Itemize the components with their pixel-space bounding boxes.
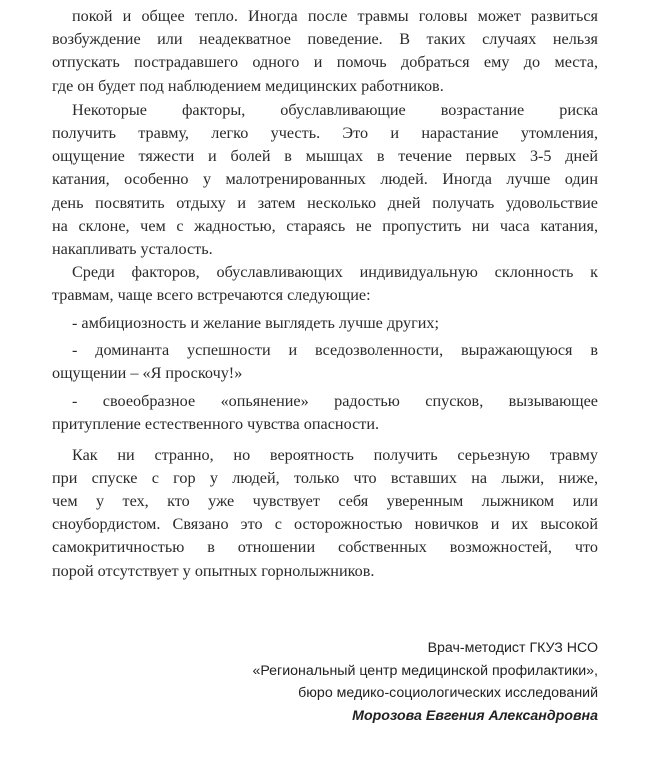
text-line: накапливать усталость. (52, 240, 213, 259)
text-line: катания, особенно у малотренированных людей. Иногда лучше один (52, 170, 598, 189)
text-line: ощущение тяжести и болей в мышцах в течение первых 3-5 дней (52, 147, 598, 166)
text-line: - амбициозность и желание выглядеть лучше других; (72, 313, 440, 332)
text-line: травмам, чаще всего встречаются следующие: (52, 286, 371, 305)
paragraph (52, 339, 598, 385)
text-line: где он будет под наблюдением медицинских работников. (52, 76, 444, 95)
paragraph (52, 390, 598, 436)
text-line: - доминанта успешности и вседозволенности, выражающуюся в (72, 340, 598, 359)
text-line: Как ни странно, но вероятность получить серьезную травму (72, 445, 598, 464)
text-line: день посвятить отдыху и затем несколько дней получать удовольствие (52, 193, 598, 212)
text-line: ощущении – «Я проскочу!» (52, 364, 243, 383)
paragraph (52, 5, 598, 98)
text-line: возбуждение или неадекватное поведение. В таких случаях нельзя (52, 30, 598, 49)
document-body (52, 5, 598, 583)
text-line: на склоне, чем с жадностью, стараясь не пропустить ни часа катания, (52, 216, 598, 235)
text-line: - своеобразное «опьянение» радостью спусков, вызывающее (72, 392, 598, 411)
text-line: покой и общее тепло. Иногда после травмы головы может развиться (72, 7, 598, 25)
paragraph (52, 99, 598, 261)
paragraph (52, 261, 598, 307)
paragraph (52, 312, 598, 335)
signature-block (252, 637, 598, 727)
text-line: чем у тех, кто уже чувствует себя уверенным лыжником или (52, 492, 598, 511)
text-line: отпускать пострадавшего одного и помочь добраться ему до места, (52, 53, 598, 72)
author-name: Морозова Евгения Александровна (352, 707, 598, 724)
text-line: сноубордистом. Связано это с осторожностью новичков и их высокой (52, 515, 598, 534)
text-line: Некоторые факторы, обуславливающие возрастание риска (72, 100, 598, 119)
text-line: порой отсутствует у опытных горнолыжников. (52, 561, 375, 580)
text-line: получить травму, легко учесть. Это и нарастание утомления, (52, 124, 598, 143)
paragraph (52, 444, 598, 583)
text-line: Среди факторов, обуславливающих индивидуальную склонность к (72, 263, 598, 282)
author-position: Врач-методист ГКУЗ НСО (427, 640, 598, 656)
author-department: бюро медико-социологических исследований (298, 685, 598, 701)
author-organization: «Региональный центр медицинской профилактики», (252, 662, 598, 679)
text-line: притупление естественного чувства опасности. (52, 415, 380, 434)
text-line: при спуске с гор у людей, только что вставших на лыжи, ниже, (52, 468, 598, 487)
text-line: самокритичностью в отношении собственных возможностей, что (52, 538, 598, 557)
